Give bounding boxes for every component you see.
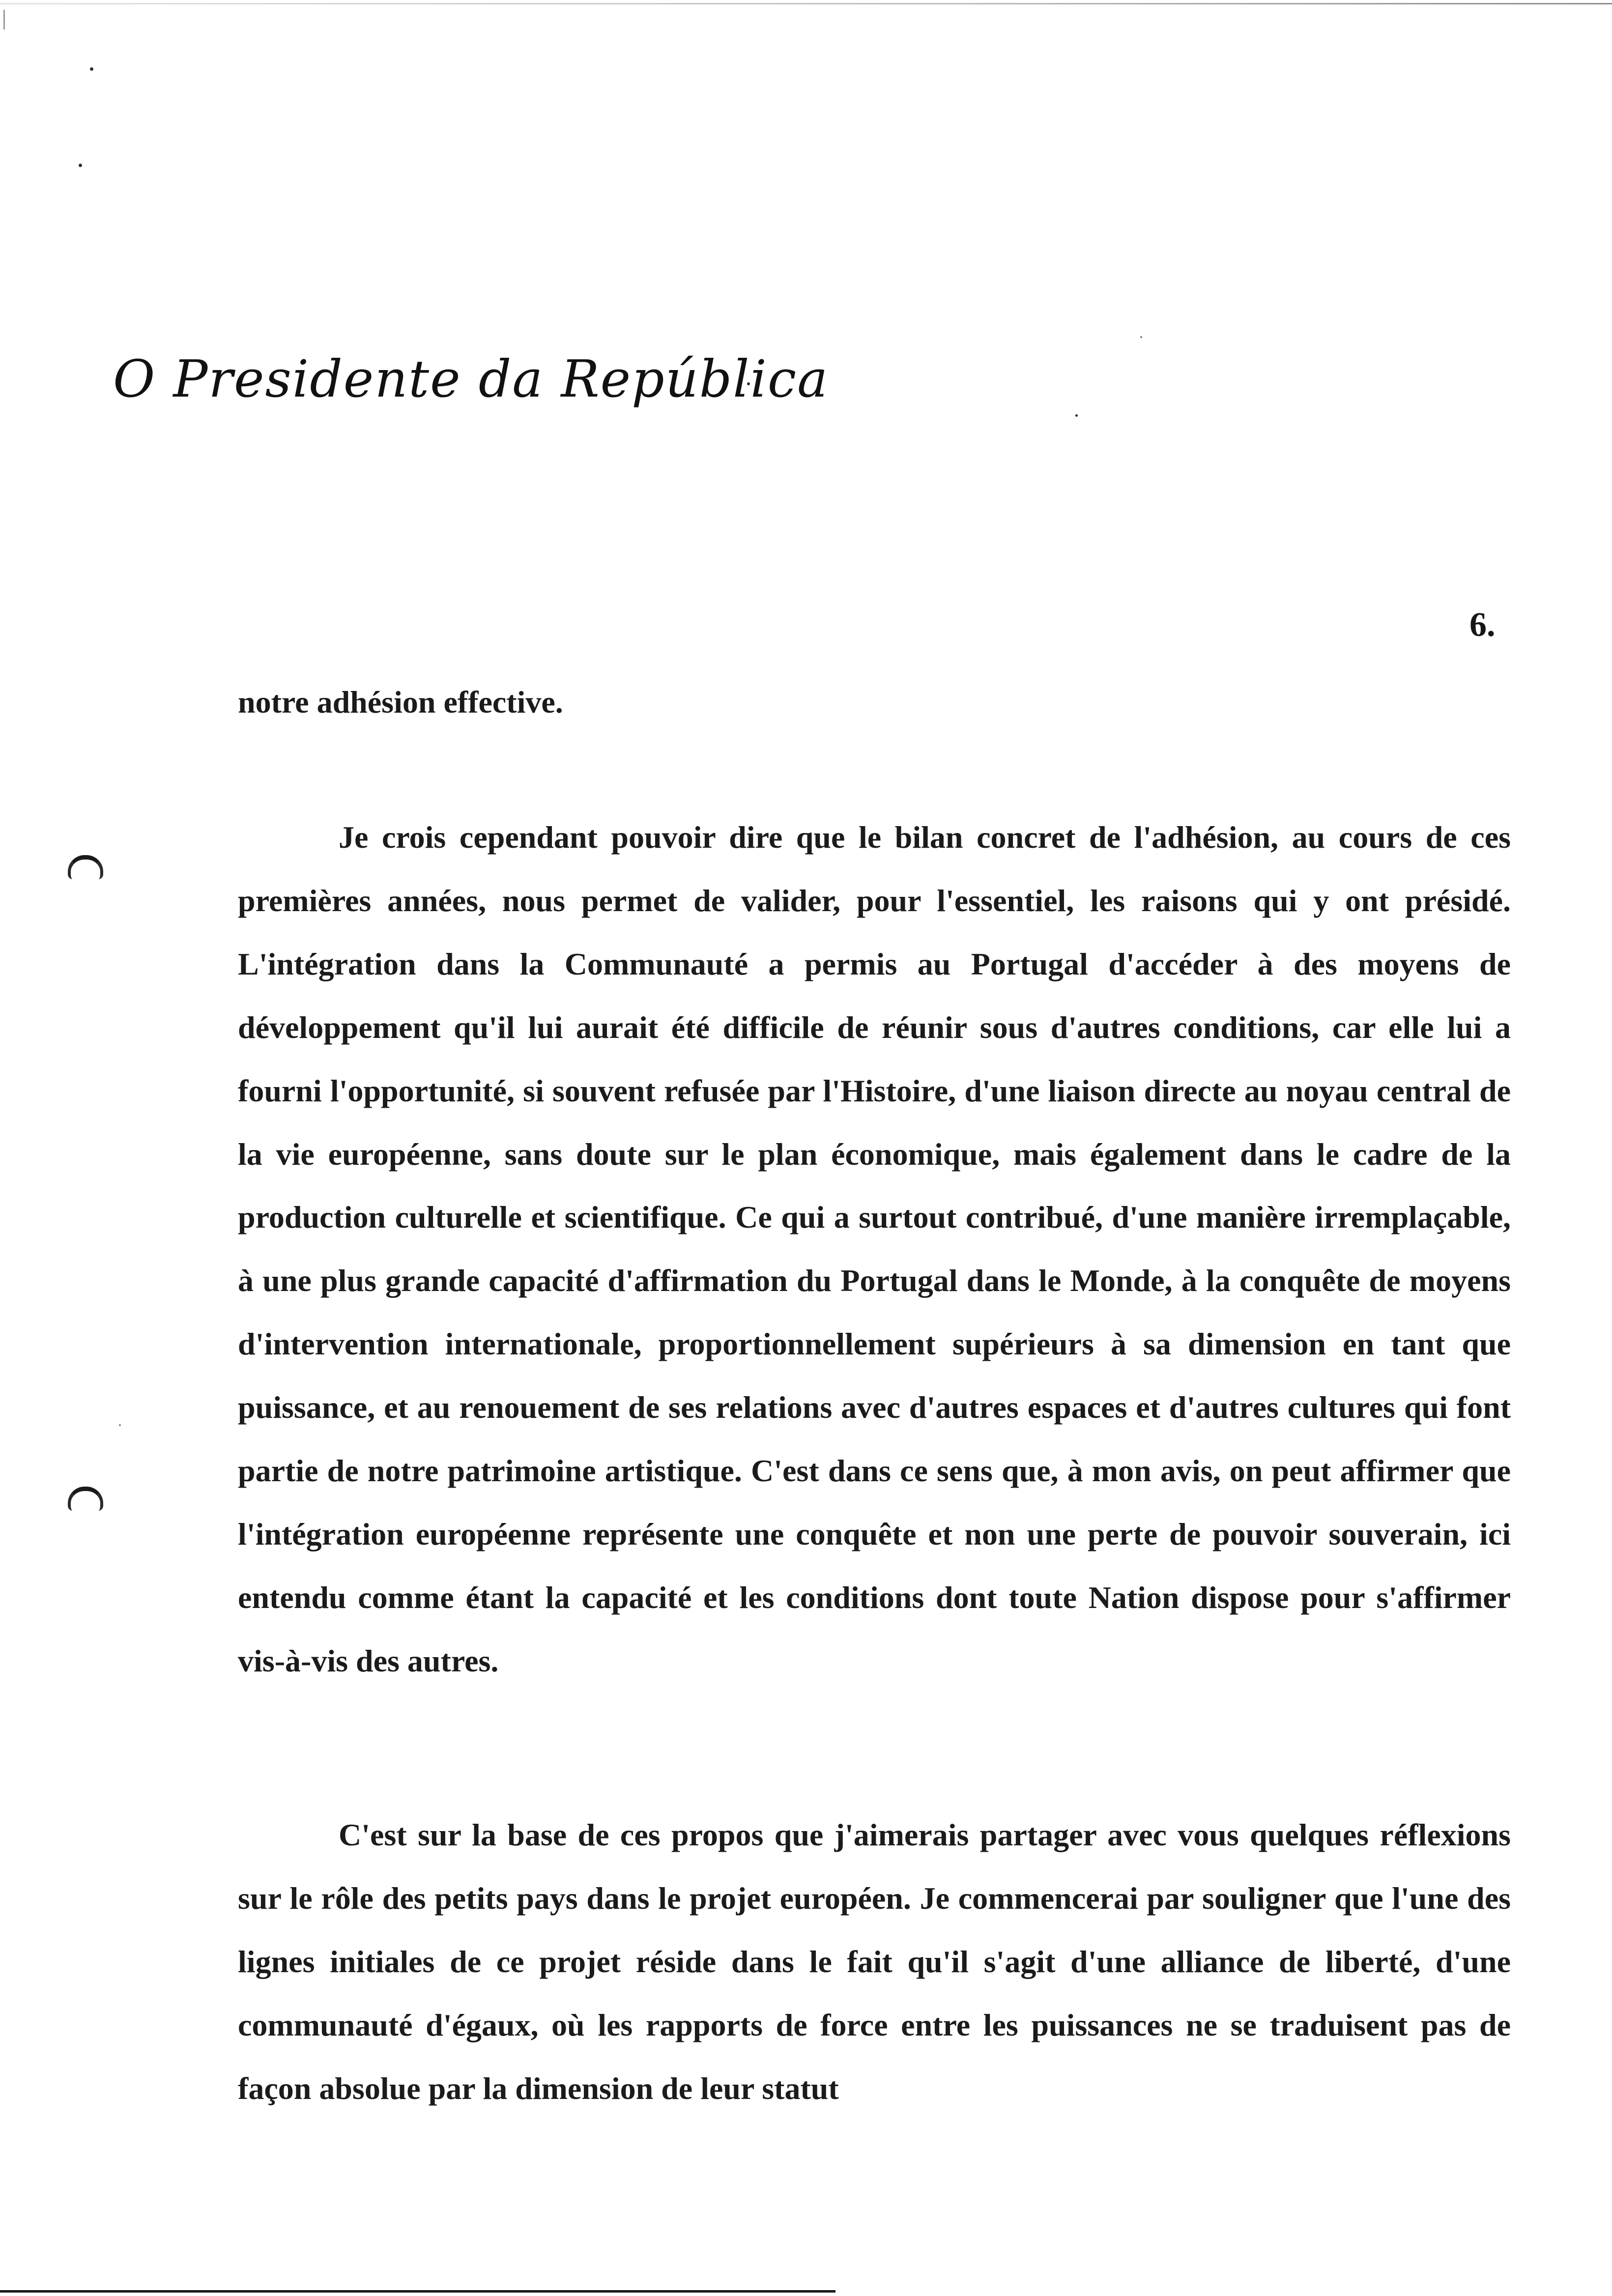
page-number: 6. — [1469, 606, 1496, 644]
punch-hole-icon — [68, 855, 103, 879]
scan-speck — [1075, 414, 1078, 417]
letterhead-title: O Presidente da República — [113, 349, 829, 409]
bottom-edge-rule — [0, 2290, 835, 2293]
punch-hole-icon — [68, 1487, 103, 1511]
scan-speck — [119, 1424, 121, 1426]
top-edge-rule — [0, 3, 1612, 4]
paragraph-body: C'est sur la base de ces propos que j'aimerais partager avec vous quelques réflexions sur le rôle des petits pays dans le projet européen. Je commencerai par souligner que l'une des lignes initiales de ce projet réside dans le fait qu'il s'agit d'une alliance de liberté, d'une communauté d'égaux, où les rapports de force entre les puissances ne se traduisent pas de façon absolue par la dimension de leur statut — [238, 1817, 1511, 2106]
paragraph-continuation: notre adhésion effective. — [238, 685, 563, 719]
scan-speck — [3, 10, 5, 29]
paragraph-body: Je crois cependant pouvoir dire que le bilan concret de l'adhésion, au cours de ces premières années, nous permet de valider, pour l'essentiel, les raisons qui y ont présidé. L'intégration dans la Communauté a permis au Portugal d'accéder à des moyens de développement qu'il lui aurait été difficile de réunir sous d'autres conditions, car elle lui a fourni l'opportunité, si souvent refusée par l'Histoire, d'une liaison directe au noyau central de la vie européenne, sans doute sur le plan économique, mais également dans le cadre de la production culturelle et scientifique. Ce qui a surtout contribué, d'une manière irremplaçable, à une plus grande capacité d'affirmation du Portugal dans le Monde, à la conquête de moyens d'intervention internationale, proportionnellement supérieurs à sa dimension en tant que puissance, et au renouement de ses relations avec d'autres espaces et d'autres cultures qui font partie de notre patrimoine artistique. C'est dans ce sens que, à mon avis, on peut affirmer que l'intégration européenne représente une conquête et non une perte de pouvoir souverain, ici entendu comme étant la capacité et les conditions dont toute Nation dispose pour s'affirmer vis-à-vis des autres. — [238, 820, 1511, 1678]
scan-speck — [90, 67, 93, 71]
scan-speck — [1140, 336, 1142, 338]
scan-speck — [79, 164, 82, 167]
